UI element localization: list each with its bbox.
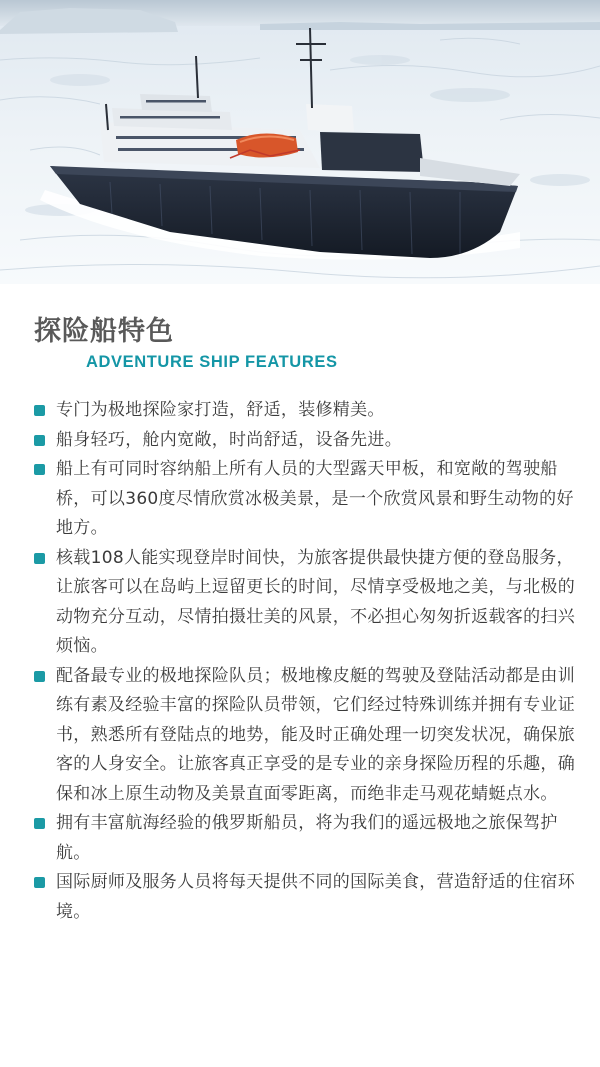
feature-text: 专门为极地探险家打造，舒适，装修精美。	[56, 400, 385, 420]
feature-text: 船身轻巧，舱内宽敞，时尚舒适，设备先进。	[56, 429, 402, 450]
list-item	[34, 396, 580, 426]
list-item	[34, 662, 580, 810]
square-bullet-icon	[34, 435, 45, 446]
feature-list	[34, 396, 580, 927]
feature-text: 船上有可同时容纳船上所有人员的大型露天甲板，和宽敞的驾驶船桥，可以360度尽情欣赏冰极美景，是一个欣赏风景和野生动物的好地方。	[56, 459, 574, 538]
list-item	[34, 809, 580, 868]
list-item	[34, 868, 580, 927]
section-subtitle: ADVENTURE SHIP FEATURES	[86, 353, 338, 371]
feature-text: 拥有丰富航海经验的俄罗斯船员，将为我们的遥远极地之旅保驾护航。	[56, 813, 558, 863]
square-bullet-icon	[34, 464, 45, 475]
square-bullet-icon	[34, 405, 45, 416]
square-bullet-icon	[34, 671, 45, 682]
feature-text: 配备最专业的极地探险队员；极地橡皮艇的驾驶及登陆活动都是由训练有素及经验丰富的探险队员带领，它们经过特殊训练并拥有专业证书，熟悉所有登陆点的地势，能及时正确处理一切突发状况，确保旅客的人身安全。让旅客真正享受的是专业的亲身探险历程的乐趣，确保和冰上原生动物及美景直面零距离，而绝非走马观花蜻蜓点水。	[56, 665, 575, 804]
list-item	[34, 455, 580, 544]
section-title: 探险船特色	[34, 316, 174, 347]
square-bullet-icon	[34, 553, 45, 564]
square-bullet-icon	[34, 818, 45, 829]
feature-text: 国际厨师及服务人员将每天提供不同的国际美食，营造舒适的住宿环境。	[56, 872, 575, 922]
feature-text: 核载108人能实现登岸时间快，为旅客提供最快捷方便的登岛服务，让旅客可以在岛屿上逗留更长的时间，尽情享受极地之美，与北极的动物充分互动，尽情拍摄壮美的风景，不必担心匆匆折返载客的扫兴烦恼。	[56, 547, 575, 656]
list-item	[34, 426, 580, 456]
ship-photo	[0, 0, 600, 284]
square-bullet-icon	[34, 877, 45, 888]
list-item	[34, 544, 580, 662]
